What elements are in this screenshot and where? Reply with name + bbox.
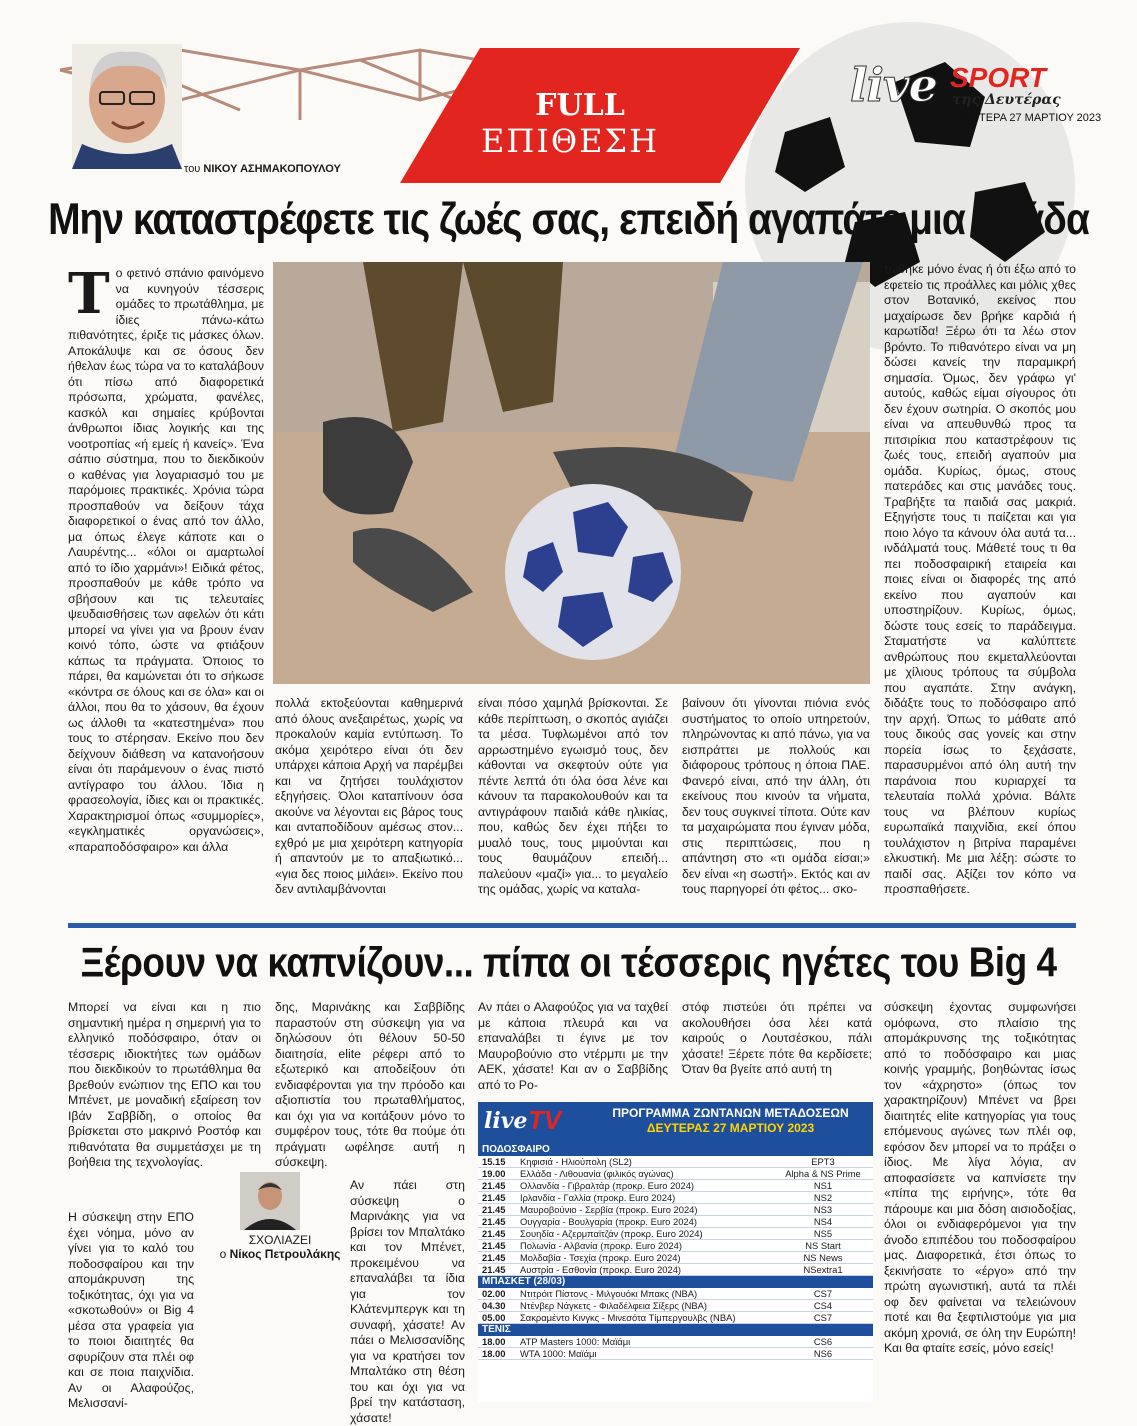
tv-schedule-box: [478, 1102, 873, 1402]
logo-live: live: [850, 58, 937, 112]
tv-row-channel: NS4: [813, 1216, 833, 1227]
tv-schedule-row: [478, 1204, 873, 1216]
tv-schedule-row: [478, 1216, 873, 1228]
tv-row-channel: NSextra1: [803, 1264, 843, 1275]
tv-schedule-row: [478, 1312, 873, 1324]
tv-row-time: 21.45: [482, 1180, 506, 1191]
tv-row-channel: NS News: [803, 1252, 843, 1263]
commenter-photo: [240, 1172, 300, 1230]
tv-row-channel: NS1: [813, 1180, 833, 1191]
commenter-byline: [200, 1247, 360, 1261]
article-photo: [273, 262, 870, 684]
tv-row-event: Αυστρία - Εσθονία (προκρ. Euro 2024): [520, 1264, 682, 1275]
column-header: [0, 0, 1137, 190]
tv-row-event: Σακραμέντο Κινγκς - Μινεσότα Τίμπεργουλβς (NBA): [520, 1312, 736, 1323]
tv-schedule-title: [588, 1106, 873, 1136]
tv-schedule-row: [478, 1348, 873, 1360]
section-divider: [68, 923, 1076, 928]
tv-title-line1: ΠΡΟΓΡΑΜΜΑ ΖΩΝΤΑΝΩΝ ΜΕΤΑΔΟΣΕΩΝ: [612, 1106, 849, 1120]
drop-cap: Τ: [68, 261, 110, 327]
tv-row-time: 21.45: [482, 1252, 506, 1263]
article2-column-1b: Η σύσκεψη στην ΕΠΟ έχει νόημα, μόνο αν γίνει για το καλό του ποδοσφαίρου και την απομάκρυνση της τοξικότητας, όχι για να «σκοτωθούν» οι Big 4 μέσα στα γραφεία για το ποιοι διαιτητές θα σφυρίζουν στα πλέι οφ και σε ποια παιχνίδια. Αν οι Αλαφούζος, Μελισσανί-: [68, 1210, 194, 1410]
article2-column-4: στόφ πιστεύει ότι πρέπει να ακολουθήσει όσα λέει κατά καιρούς ο Λουτσέσκου, πάλι χάσατε! Ξέρετε πότε θα κερδίσετε; Όταν θα βγείτε από αυτή τη: [682, 1000, 872, 1076]
tv-row-event: Κηφισιά - Ηλιούπολη (SL2): [520, 1156, 632, 1167]
tv-row-time: 21.45: [482, 1228, 506, 1239]
tv-schedule-header: [478, 1102, 873, 1144]
article2-column-1a: Μπορεί να είναι και η πιο σημαντική ημέρα η σημερινή για το ελληνικό ποδόσφαιρο, όταν οι τέσσερις ιδιοκτήτες των ομάδων που διεκδικούν το πρωτάθλημα θα βρεθούν ενώπιον της ΕΠΟ και του Μπένετ, με μοναδική εξαίρεση τον Ιβάν Σαββίδη, ο οποίος θα βρίσκεται στο μακρινό Ροστόφ και πιθανότατα θα συμμετάσχει με τη βοήθεια της τεχνολογίας.: [68, 1000, 261, 1169]
tv-row-event: Ολλανδία - Γιβραλτάρ (προκρ. Euro 2024): [520, 1180, 695, 1191]
tv-row-time: 21.45: [482, 1216, 506, 1227]
tv-row-channel: CS4: [813, 1300, 833, 1311]
comment-label: ΣΧΟΛΙΑΖΕΙ: [248, 1233, 312, 1247]
tv-title-line2: ΔΕΥΤΕΡΑΣ 27 ΜΑΡΤΙΟΥ 2023: [646, 1121, 815, 1135]
author-byline: [184, 163, 341, 175]
tv-row-time: 04.30: [482, 1300, 506, 1311]
tv-row-channel: NS6: [813, 1348, 833, 1359]
tv-row-event: Πολωνία - Αλβανία (προκρ. Euro 2024): [520, 1240, 682, 1251]
tv-schedule-row: [478, 1228, 873, 1240]
tv-schedule-row: [478, 1252, 873, 1264]
tv-schedule-row: [478, 1300, 873, 1312]
tv-row-channel: NS5: [813, 1228, 833, 1239]
tv-row-time: 21.45: [482, 1264, 506, 1275]
author-name: ΝΙΚΟΥ ΑΣΗΜΑΚΟΠΟΥΛΟΥ: [203, 163, 341, 175]
tv-row-time: 21.45: [482, 1192, 506, 1203]
tv-schedule-row: [478, 1264, 873, 1276]
tv-row-channel: CS7: [813, 1312, 833, 1323]
tv-row-event: ATP Masters 1000: Μαϊάμι: [520, 1336, 631, 1347]
article1-column-1: [68, 261, 264, 916]
author-portrait: [72, 44, 182, 169]
article1-column-2: πολλά εκτοξεύονται καθημερινά από όλους ανεξαιρέτως, χωρίς να προκαλούν καμία εντύπωση. Το ακόμα χειρότερο είναι ότι δεν υπάρχει κάποια Αρχή να παρέμβει και να ζητήσει τουλάχιστον εξηγήσεις. Όλοι καταπίνουν όσα ακούνε να λέγονται εις βάρος τους και ανταποδίδουν αμέσως στον... εχθρό με μια χειρότερη κατηγορία ή απαντούν με το απαξιωτικό... «για δες ποιος μιλάει». Εκείνο που δεν αντιλαμβάνονται: [275, 696, 463, 896]
article2-col2b-text: Αν πάει στη σύσκεψη ο Μαρινάκης για να βρίσει τον Μπαλτάκο και τον Μπένετ, προκειμένου να επαναλάβει τα ίδια για τον Κλάτενμπεργκ και τη συναφή, χάσατε! Αν πάει ο Μελισσανίδης για να κρατήσει τον Μπαλτάκο στη θέση του και όχι για να βρεί την κατάσταση, χάσατε!: [350, 1178, 465, 1425]
tv-row-time: 05.00: [482, 1312, 506, 1323]
tv-row-event: Ιρλανδία - Γαλλία (προκρ. Euro 2024): [520, 1192, 676, 1203]
article2-column-3: Αν πάει ο Αλαφούζος για να ταχθεί με κάποια πλευρά και να επαναλάβει τι έγινε με τον Μαυροβούνιο στο ντέρμπι με την ΑΕΚ, χάσατε! Και αν ο Σαββίδης από το Ρο-: [478, 1000, 668, 1092]
commenter-name: Νίκος Πετρουλάκης: [229, 1247, 341, 1261]
tv-row-channel: NS Start: [805, 1240, 841, 1251]
tv-row-event: Μολδαβία - Τσεχία (προκρ. Euro 2024): [520, 1252, 681, 1263]
issue-date: ΔΕΥΤΕΡΑ 27 ΜΑΡΤΙΟΥ 2023: [957, 112, 1102, 124]
tv-logo-tv: TV: [528, 1105, 562, 1135]
article2-column-2a: δης, Μαρινάκης και Σαββίδης παραστούν στη σύσκεψη για να δηλώσουν ότι θέλουν 50-50 διαιτησία, elite ρέφερι από το εξωτερικό και αποδείξουν ότι ενδιαφέρονται για την πρόοδο και αξιοπιστία του πρωταθλήματος, και όχι για να κοιτάξουν μόνο το συμφέρον τους, τότε θα πούμε ότι πράγματι ωφέλησε αυτή η σύσκεψη.: [275, 1000, 465, 1169]
tv-row-time: 18.00: [482, 1336, 506, 1347]
logo-tis-deuteras: της Δευτέρας: [952, 92, 1061, 108]
tv-schedule-row: [478, 1168, 873, 1180]
tv-section-header: ΤΕΝΙΣ: [478, 1324, 873, 1336]
tv-schedule-row: [478, 1192, 873, 1204]
article1-col1-text: ο φετινό σπάνιο φαινόμενο να κυνηγούν τέσσερις ομάδες το πρωτάθλημα, με ίδιες πάνω-κάτω πιθανότητες, έριξε τις μάσκες όλων. Αποκάλυψε και σε όσους δεν ήθελαν έως τώρα να το καταλάβουν ότι πίσω από διαφορετικά πρόσωπα, χρώματα, φανέλες, κασκόλ και σημαίες κρύβονται άνθρωποι ίδιας λογικής και της νοοτροπίας «ή εμείς ή κανείς». Ένα σάπιο σύστημα, που το διεκδικούν ο καθένας για λογαριασμό του με παρόμοιες πρακτικές. Χρόνια τώρα προσπαθούν να δείξουν τάχα διαφορετικοί ο ένας από τον άλλο, μα όπως έλεγε κάποτε και ο Λαυρέντης... «όλοι οι αμαρτωλοί από το ίδιο χαρμάνι»! Ειδικά φέτος, προσπαθούν με κάθε τρόπο να σβήσουν και τις τελευταίες ψευδαισθήσεις των αφελών ότι κάτι μπορεί να γίνει για να βρουν έναν κοινό τόπο, ώστε να φτιάξουν κάπως τα πράγματα. Όποιος το πάρει, θα καμώνεται ότι το σήκωσε «κόντρα σε όλους και σε όλα» και οι άλλοι, που θα το χάσουν, θα έχουν ως άλλοθι τα «κατεστημένα» που τους το στέρησαν. Εκείνο που δεν δείχνουν διάθεση να κατανοήσουν είναι ότι παράμενουν ο ένας πιστό αντίγραφο του άλλου. Ίδια η φρασεολογία, ίδιες και οι πρακτικές. Χαρακτηρισμοί όπως «συμμορίες», «εγκληματικές οργανώσεις», «παραποδόσφαιρο» και άλλα: [68, 266, 264, 854]
tv-row-channel: NS2: [813, 1192, 833, 1203]
tv-row-event: Ντιτρόιτ Πίστονς - Μιλγουόκι Μπακς (NBA): [520, 1288, 698, 1299]
tv-row-event: WTA 1000: Μαϊάμι: [520, 1348, 597, 1359]
tv-logo-live: live: [484, 1108, 528, 1134]
commenter-caption: [200, 1233, 360, 1261]
tv-row-time: 18.00: [482, 1348, 506, 1359]
article2-column-2b: [350, 1178, 465, 1425]
tv-row-time: 19.00: [482, 1168, 506, 1179]
tv-row-time: 21.45: [482, 1204, 506, 1215]
author-prefix: του: [184, 163, 201, 175]
tv-schedule-row: [478, 1240, 873, 1252]
tv-row-event: Μαυροβούνιο - Σερβία (προκρ. Euro 2024): [520, 1204, 698, 1215]
tv-row-time: 02.00: [482, 1288, 506, 1299]
article1-column-5: τώθηκε μόνο ένας ή ότι έξω από το εφετείο τις προάλλες και μόλις χθες στον Βοτανικό, εκείνος που μαχαίρωσε δεν βρήκε καρδιά ή καρωτίδα! Ξέρω ότι τα λέω στον βρόντο. Το πιθανότερο είναι να μη δώσει κανείς την παραμικρή σημασία. Όμως, δεν γράφω γι' αυτούς, καθώς είμαι σίγουρος ότι δεν έχουν σωτηρία. Ο σκοπός μου είναι να απευθυνθώ προς τα πιτσιρίκια που καταστρέφουν τις ζωές τους, επειδή αγαπούν μια ομάδα. Κυρίως, όμως, στους πατεράδες και στις μανάδες τους. Τραβήξτε τα παιδιά σας μακριά. Εξηγήστε τους τι παίζεται και για ποιο λόγο τα κάνουν όλα αυτά τα... ινδάλματά τους. Μάθετέ τους τι θα πει ποδοσφαιρική εταιρεία και ποιες είναι οι διαφορές της από εκείνο που αγαπούν και υποστηρίζουν. Κυρίως, όμως, δώστε τους εσείς το παράδειγμα. Σταματήστε να καλύπτετε ανθρώπους που εκμεταλλεύονται με χίλιους τρόπους τα σύμβολα που αγαπάτε. Στην ανάγκη, διδάξτε τους το ποδόσφαιρο από την αρχή. Όπως το μάθατε από τους δικούς σας γονείς και στην πορεία ίσως το ξεχάσατε, παρασυρμένοι από όλη αυτή την παράνοια που κυριαρχεί τα τελευταία πολλά χρόνια. Βάλτε τους να βλέπουν κυρίως ευρωπαϊκά παιχνίδια, εκεί όπου τουλάχιστον η βιτρίνα παραμένει ελκυστική. Με μια λέξη: σώστε το παιδί σας. Αξίζει τον κόπο να προσπαθήσετε.: [884, 262, 1076, 896]
article1-column-4: βαίνουν ότι γίνονται πιόνια ενός συστήματος το οποίο υπηρετούν, πληρώνοντας κι από πάνω, για να εισπράττει με πολλούς και διάφορους τρόπους η όποια ΠΑΕ. Φανερό είναι, από την άλλη, ότι εκείνους που κινούν τα νήματα, δεν τους συγκινεί τίποτα. Ούτε καν τα μαχαιρώματα που έγιναν μόδα, στις περιπτώσεις, που η απάντηση στο «τι ομάδα είσαι;» δεν είναι «η σωστή». Εκτός και αν τους παρηγορεί ότι φέτος... σκο-: [682, 696, 870, 896]
commenter-prefix: ο: [219, 1247, 227, 1261]
tv-row-event: Ντένβερ Νάγκετς - Φιλαδέλφεια Σίξερς (NBA): [520, 1300, 708, 1311]
article1-title: Μην καταστρέφετε τις ζωές σας, επειδή αγαπάτε μια ομάδα: [48, 194, 1089, 245]
column-name-epithesi: ΕΠΙΘΕΣΗ: [480, 122, 660, 160]
tv-schedule-row: [478, 1336, 873, 1348]
article2-title: Ξέρουν να καπνίζουν... πίπα οι τέσσερις ηγέτες του Big 4: [80, 939, 1057, 986]
tv-row-channel: NS3: [813, 1204, 833, 1215]
tv-section-header: ΠΟΔΟΣΦΑΙΡΟ: [478, 1144, 873, 1156]
tv-row-channel: CS7: [813, 1288, 833, 1299]
tv-row-event: Ελλάδα - Λιθουανία (φιλικός αγώνας): [520, 1168, 674, 1179]
logo-sport: SPORT: [950, 62, 1046, 93]
tv-row-event: Σουηδία - Αζερμπαϊτζάν (προκρ. Euro 2024): [520, 1228, 703, 1239]
tv-section-header: ΜΠΑΣΚΕΤ (28/03): [478, 1276, 873, 1288]
tv-row-event: Ουγγαρία - Βουλγαρία (προκρ. Euro 2024): [520, 1216, 697, 1227]
tv-schedule-row: [478, 1288, 873, 1300]
column-name-full: FULL: [535, 88, 625, 123]
tv-row-time: 21.45: [482, 1240, 506, 1251]
tv-row-channel: ΕΡΤ3: [811, 1156, 835, 1167]
tv-schedule-row: [478, 1156, 873, 1168]
article1-column-3: είναι πόσο χαμηλά βρίσκονται. Σε κάθε περίπτωση, ο σκοπός αγιάζει τα μέσα. Τυφλωμένοι από τον αρρωστημένο εγωισμό τους, δεν κάθονται να σκεφτούν ούτε για πέντε λεπτά ότι όλα όσα λένε και κάνουν τα παρακολουθούν και τα αντιγράφουν παιδιά κάθε ηλικίας, που, καθώς δεν έχει πήξει το μυαλό τους, τους μιμούνται και τους θαυμάζουν επειδή... παλεύουν «μαζί» για... το μεγαλείο της ομάδας, χωρίς να καταλα-: [478, 696, 668, 896]
tv-row-channel: Alpha & NS Prime: [785, 1168, 861, 1179]
tv-schedule-row: [478, 1180, 873, 1192]
tv-row-channel: CS6: [813, 1336, 833, 1347]
tv-row-time: 15.15: [482, 1156, 506, 1167]
article2-column-5: σύσκεψη έχοντας συμφωνήσει ομόφωνα, στο πλαίσιο της απομάκρυνσης της τοξικότητας από το ποδόσφαιρο και μιας κοινής γραμμής, βοηθώντας ίσως τον «άχρηστο» (όπως τον χαρακτηρίζουν) Μπένετ να βρει διαιτητές elite κατηγορίας για τους επόμενους αγώνες των πλέι οφ, εφόσον δεν μπορεί να το πράξει ο ίδιος. Με λίγα λόγια, αν αποφασίσετε να καπνίσετε την «πίπα της ειρήνης», τότε θα πάρουμε και μια δόση αισιοδοξίας, όλοι οι ενδιαφερόμενοι για την άνοδο επιπέδου του ποδοσφαίρου μας. Διαφορετικά, έτσι όπως το ξεκινήσατε το «έργο» από την πρώτη αγωνιστική, αυτά τα πλέι οφ δεν φαίνεται να τελειώνουν ποτέ και θα ξεφτιλιστούμε για μια ακόμη χρονιά, σε όλη την Ευρώπη! Και θα φταίτε εσείς, μόνο εσείς!: [884, 1000, 1076, 1355]
